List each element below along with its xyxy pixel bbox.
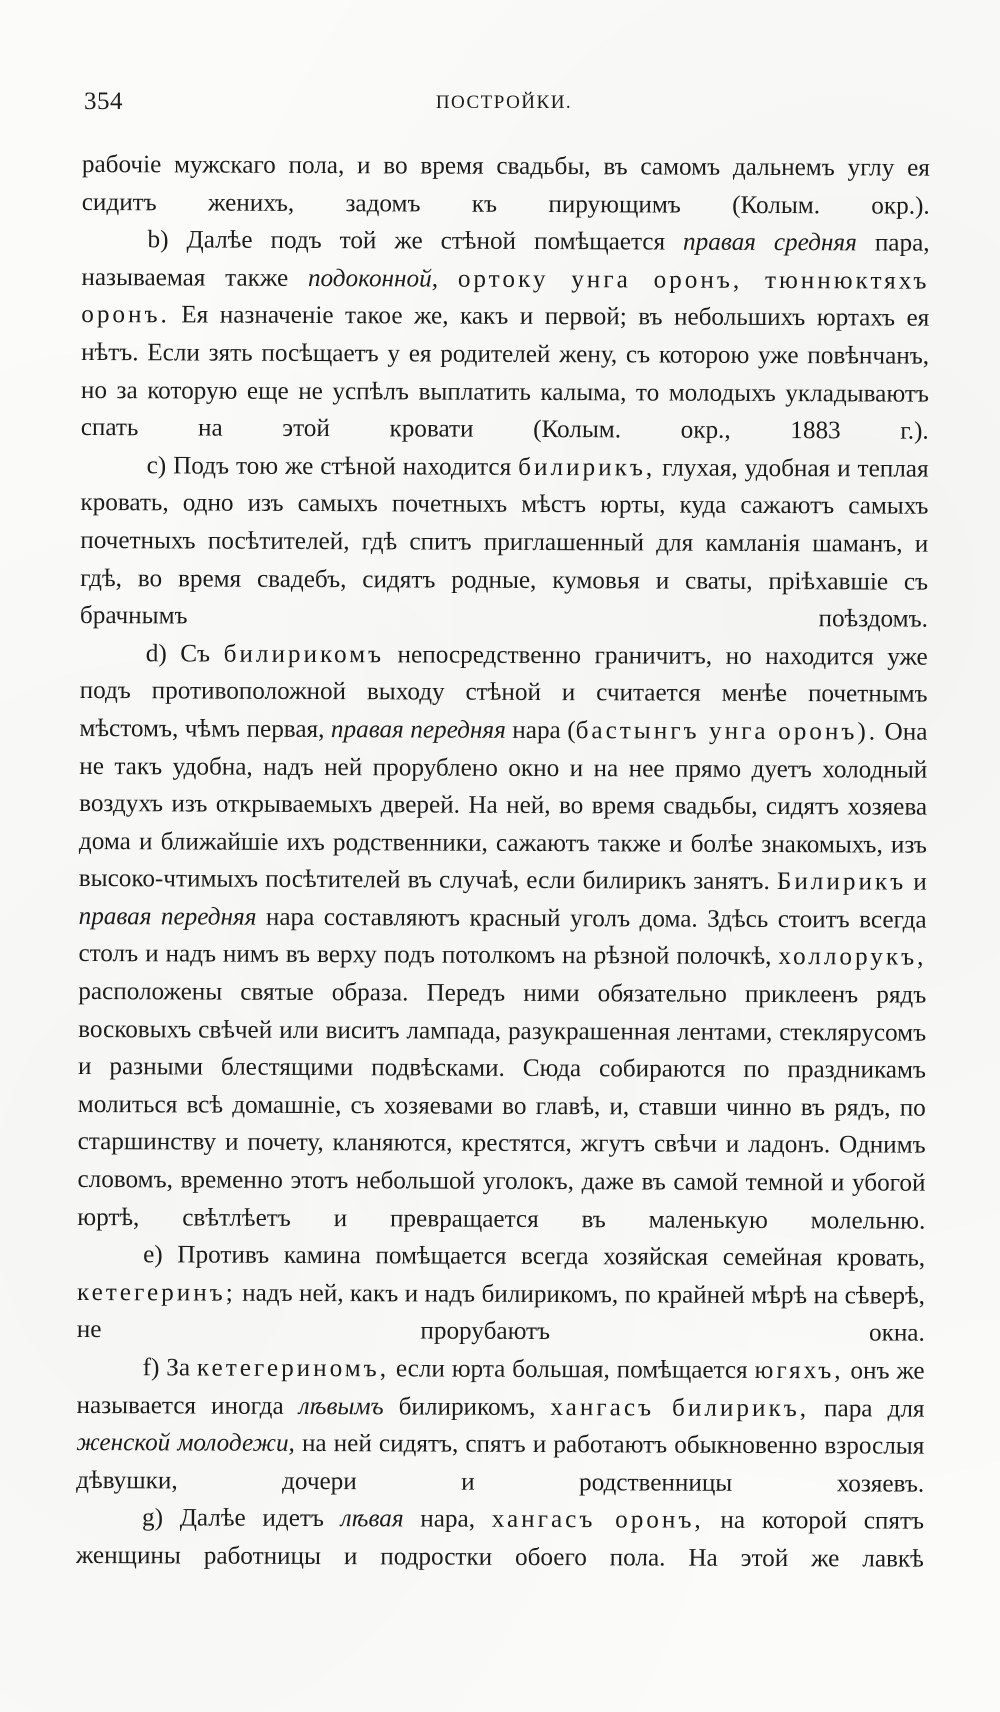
spaced-term: билирикомъ [223, 640, 385, 669]
paragraph-g [76, 1499, 924, 1578]
italic-term: правая передняя [330, 715, 506, 744]
paragraph-d [77, 635, 928, 1240]
italic-term: правая передняя [78, 902, 257, 931]
text-run: если юрта большая, помѣщается [388, 1355, 755, 1384]
body-text [76, 146, 930, 1578]
text-run: непосредственно граничитъ, но находится уже подъ противоположной выходу стѣной и считается менѣе почетнымъ мѣстомъ, чѣмъ первая, [79, 641, 928, 743]
spaced-term: хангасъ оронъ, [491, 1506, 704, 1535]
text-run: нара, [403, 1505, 492, 1534]
paragraph-e [77, 1236, 925, 1352]
section-title: ПОСТРОЙКИ. [435, 92, 573, 113]
spaced-term: кетегериномъ, [196, 1354, 390, 1383]
italic-term: правая средняя [683, 228, 857, 257]
text-run: нара составляютъ красный уголъ дома. Здѣсь стоитъ всегда столъ и надъ нимъ въ верху подъ потолкомъ на рѣзной полочкѣ, [78, 903, 927, 971]
text-run: пара для [809, 1394, 925, 1423]
spaced-term: билирикъ, [518, 453, 656, 482]
text-run: c) Подъ тою же стѣной находится [146, 452, 519, 481]
spaced-term: кетегеринъ; [76, 1278, 236, 1307]
text-run: билирикомъ, [383, 1392, 551, 1421]
italic-term: подоконной, [307, 264, 439, 293]
text-run: Ея назначеніе такое же, какъ и первой; въ небольшихъ юртахъ ея нѣтъ. Если зять посѣщаетъ у ея родителей жену, съ которою уже повѣнчанъ, но за которую еще не успѣлъ выплатить калыма, то молодыхъ укладываютъ спать на этой кровати (Колым. окр., 1883 г.). [80, 301, 930, 445]
page-number: 354 [84, 88, 123, 115]
italic-term: лѣвая [340, 1505, 404, 1533]
text-run: пара, называемая также [81, 229, 930, 292]
text-run: на ней сидятъ, спятъ и работаютъ обыкновенно взрослыя дѣвушки, дочери и родственницы хозяевъ. [76, 1430, 925, 1498]
spaced-term: югяхъ, [754, 1356, 844, 1385]
paragraph-c [80, 447, 929, 639]
text-run: b) Далѣе подъ той же стѣной помѣщается [147, 226, 684, 256]
text-run: g) Далѣе идетъ [141, 1504, 341, 1533]
paragraph-continuation [82, 146, 930, 225]
text-run: расположены святые образа. Передъ ними обязательно приклеенъ рядъ восковыхъ свѣчей или виситъ лампада, разукрашенная лентами, стеклярусомъ и разными блестящими подвѣсками. Сюда собираются по праздникамъ молиться всѣ домашніе, съ хозяевами во главѣ, и, ставши чинно въ рядъ, по старшинству и почету, кланяются, крестятся, жгутъ свѣчи и ладонъ. Однимъ словомъ, временно этотъ небольшой уголокъ, даже въ самой темной и убогой юртѣ, свѣтлѣетъ и превращается въ маленькую молельню. [77, 978, 927, 1235]
text-run: Она не такъ удобна, надъ ней прорублено окно и на нее прямо дуетъ холодный воздухъ изъ открываемыхъ дверей. На ней, во время свадьбы, сидятъ хозяева дома и ближайшіе ихъ родственники, сажаютъ также и болѣе знакомыхъ, изъ высоко-чтимыхъ посѣтителей въ случаѣ, если билирикъ занятъ. [78, 718, 928, 896]
text-run: и [906, 868, 927, 896]
spaced-term: ортоку унга оронъ, тюннюктяхъ оронъ. [81, 265, 930, 329]
paragraph-text: рабочіе мужскаго пола, и во время свадьбы, въ самомъ дальнемъ углу ея сидитъ женихъ, задомъ къ пирующимъ (Колым. окр.). [81, 150, 930, 220]
italic-term: лѣвымъ [298, 1392, 384, 1420]
paragraph-f [76, 1349, 925, 1503]
text-run: глухая, удобная и теплая кровать, одно изъ самыхъ почетныхъ мѣстъ юрты, куда сажаютъ самыхъ почетныхъ посѣтителей, гдѣ спитъ приглашенный для камланія шаманъ, и гдѣ, во время свадебъ, сидятъ родные, кумовья и сваты, пріѣхавшіе съ брачнымъ поѣздомъ. [79, 454, 929, 633]
running-head [84, 88, 924, 122]
text-run: f) За [142, 1354, 198, 1382]
paragraph-b [81, 221, 930, 450]
text-run: на которой спятъ женщины работницы и подростки обоего пола. На этой же лавкѣ [75, 1507, 925, 1573]
text-run: нара ( [505, 716, 576, 745]
spaced-term: холлорукъ, [778, 943, 927, 972]
text-run: надъ ней, какъ и надъ билирикомъ, по крайней мѣрѣ на сѣверѣ, не прорубаютъ окна. [76, 1279, 926, 1348]
text-run [438, 265, 458, 292]
spaced-term: бастынгъ унга оронъ). [575, 717, 879, 746]
text-run: d) Съ [145, 640, 224, 668]
italic-term: женской молодежи, [76, 1429, 295, 1458]
spaced-term: Билирикъ [776, 868, 907, 896]
text-run: онъ же называется иногда [76, 1357, 925, 1420]
spaced-term: хангасъ билирикъ, [550, 1393, 810, 1422]
text-run: e) Противъ камина помѣщается всегда хозяйская семейная кровать, [143, 1241, 926, 1272]
